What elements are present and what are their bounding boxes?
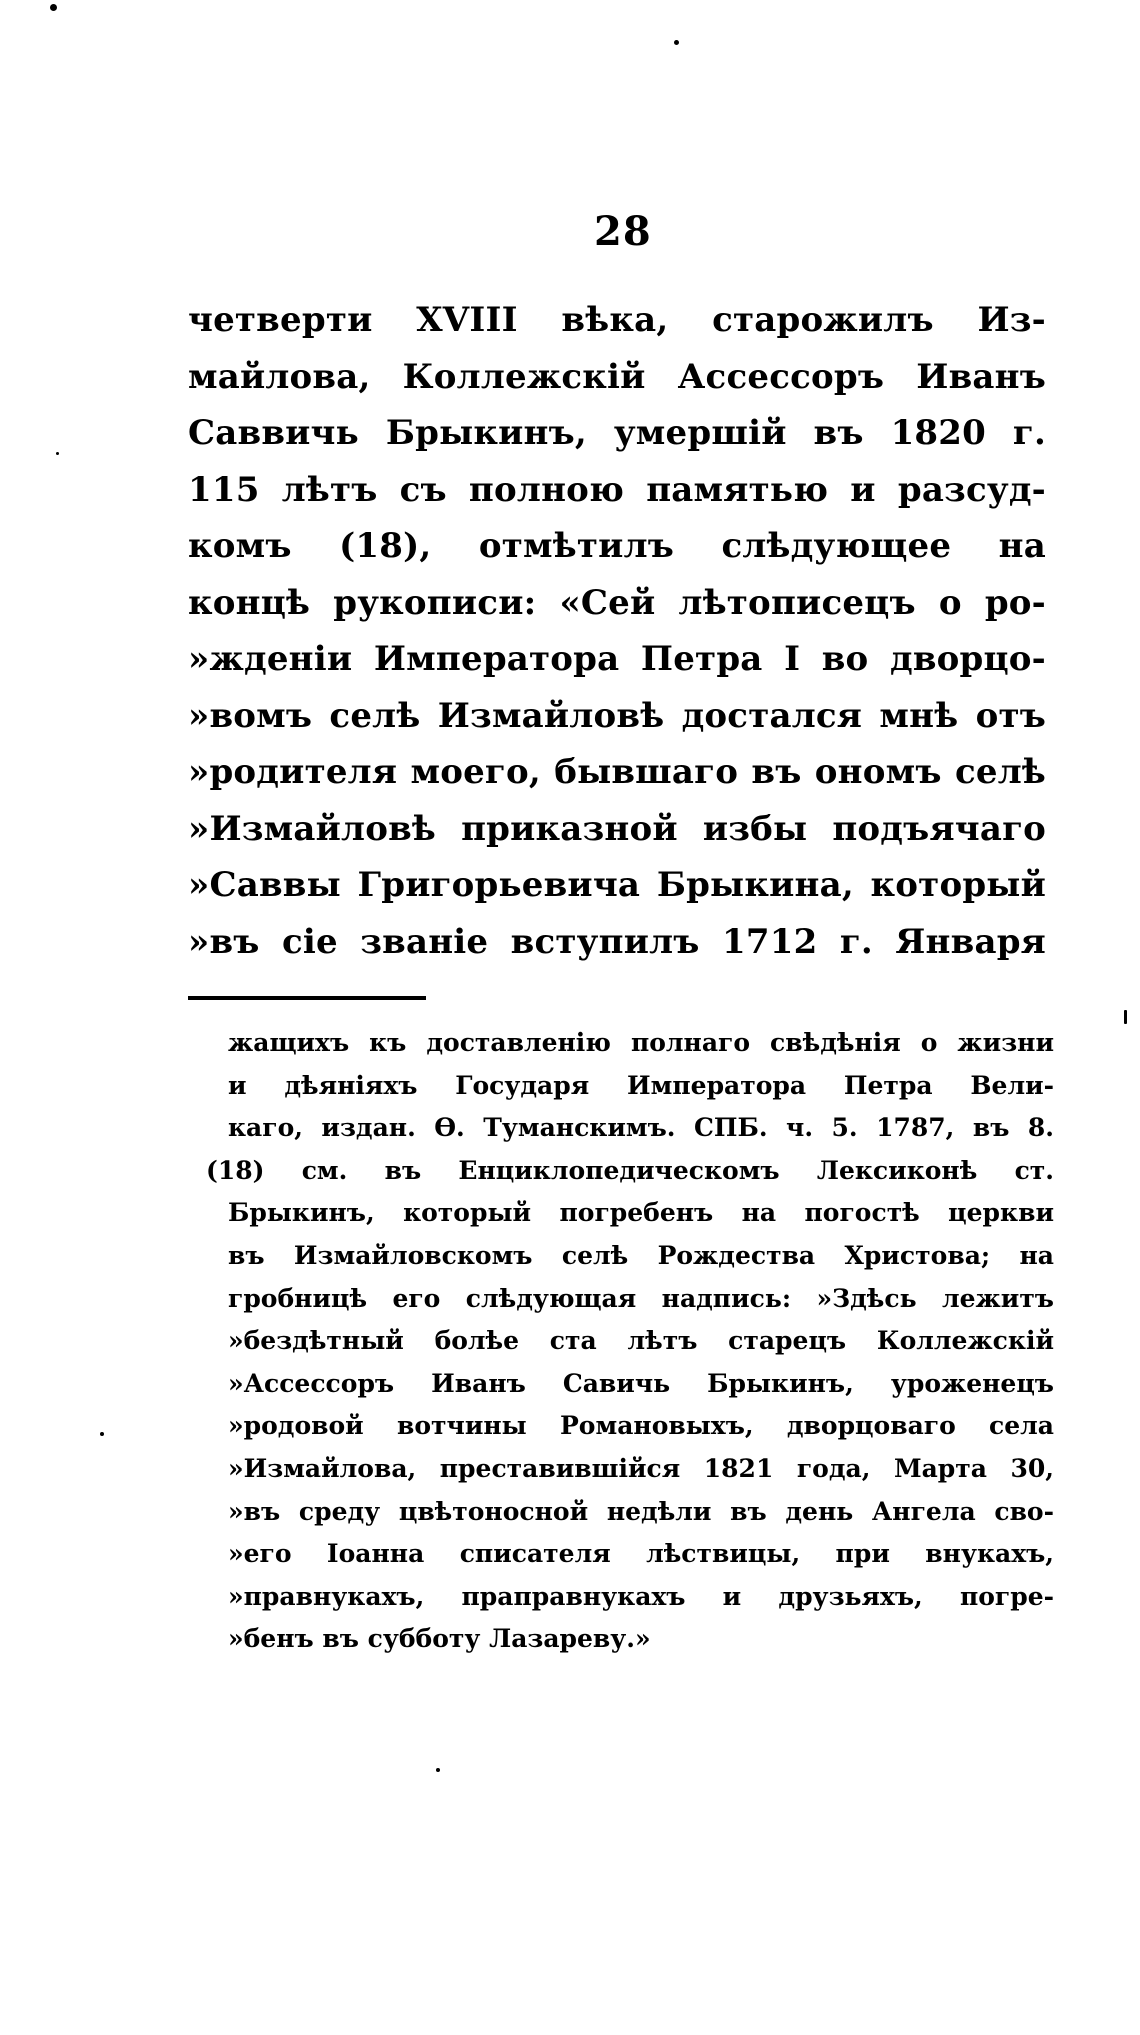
main-text-line: »Измайловѣ приказной избы подъячаго [188, 808, 1046, 849]
scan-speck [56, 452, 59, 455]
main-text-line: Саввичь Брыкинъ, умершій въ 1820 г. [188, 413, 1046, 453]
footnote-line: жащихъ къ доставленію полнаго свѣдѣнія о жизни [228, 1028, 1054, 1057]
main-text-line: 115 лѣтъ съ полною памятью и разсуд- [188, 469, 1046, 510]
footnote-line: »бездѣтный болѣе ста лѣтъ старецъ Коллежскій [228, 1326, 1054, 1356]
main-text-line: комъ (18), отмѣтилъ слѣдующее на [188, 526, 1046, 566]
main-body-text [188, 292, 1046, 970]
footnote-line: »въ среду цвѣтоносной недѣли въ день Ангела сво- [228, 1496, 1054, 1526]
footnote-line: Брыкинъ, который погребенъ на погостѣ церкви [228, 1198, 1054, 1228]
main-text-line: »родителя моего, бывшаго въ ономъ селѣ [188, 752, 1046, 792]
footnote-line: »его Іоанна списателя лѣствицы, при внукахъ, [228, 1539, 1054, 1569]
main-text-line: концѣ рукописи: «Сей лѣтописецъ о ро- [188, 582, 1046, 623]
footnote-line: »Ассессоръ Иванъ Савичь Брыкинъ, уроженецъ [228, 1368, 1054, 1398]
scan-speck [436, 1768, 440, 1772]
footnote-line: »Измайлова, преставившійся 1821 года, Марта 30, [228, 1453, 1054, 1483]
footnote-line: »родовой вотчины Романовыхъ, дворцоваго села [228, 1411, 1054, 1441]
main-text-line: четверти XVIII вѣка, старожилъ Из- [188, 300, 1046, 340]
footnote-line: гробницѣ его слѣдующая надпись: »Здѣсь лежитъ [228, 1283, 1054, 1313]
scan-speck [50, 4, 57, 11]
footnote-separator-rule [188, 996, 426, 1000]
scan-speck [100, 1432, 104, 1436]
main-text-line: »Саввы Григорьевича Брыкина, который [188, 865, 1046, 905]
footnote-line: »правнукахъ, праправнукахъ и друзьяхъ, погре- [228, 1581, 1054, 1611]
footnote-line: и дѣяніяхъ Государя Императора Петра Вели- [228, 1070, 1054, 1100]
scan-speck [674, 40, 679, 45]
footnote-line: каго, издан. Ѳ. Туманскимъ. СПБ. ч. 5. 1787, въ 8. [228, 1113, 1054, 1143]
footnotes-block [206, 1022, 1054, 1661]
page-number: 28 [594, 208, 652, 255]
main-text-line: »жденіи Императора Петра I во дворцо- [188, 639, 1046, 679]
scan-speck [1124, 1010, 1127, 1024]
footnote-line: »бенъ въ субботу Лазареву.» [228, 1624, 651, 1654]
footnote-line: въ Измайловскомъ селѣ Рождества Христова; на [228, 1240, 1054, 1270]
main-text-line: »въ сіе званіе вступилъ 1712 г. Января [188, 921, 1046, 962]
main-text-line: майлова, Коллежскій Ассессоръ Иванъ [188, 356, 1046, 397]
footnote-line: (18) см. въ Енциклопедическомъ Лексиконѣ ст. [206, 1155, 1054, 1185]
main-text-line: »вомъ селѣ Измайловѣ достался мнѣ отъ [188, 695, 1046, 736]
